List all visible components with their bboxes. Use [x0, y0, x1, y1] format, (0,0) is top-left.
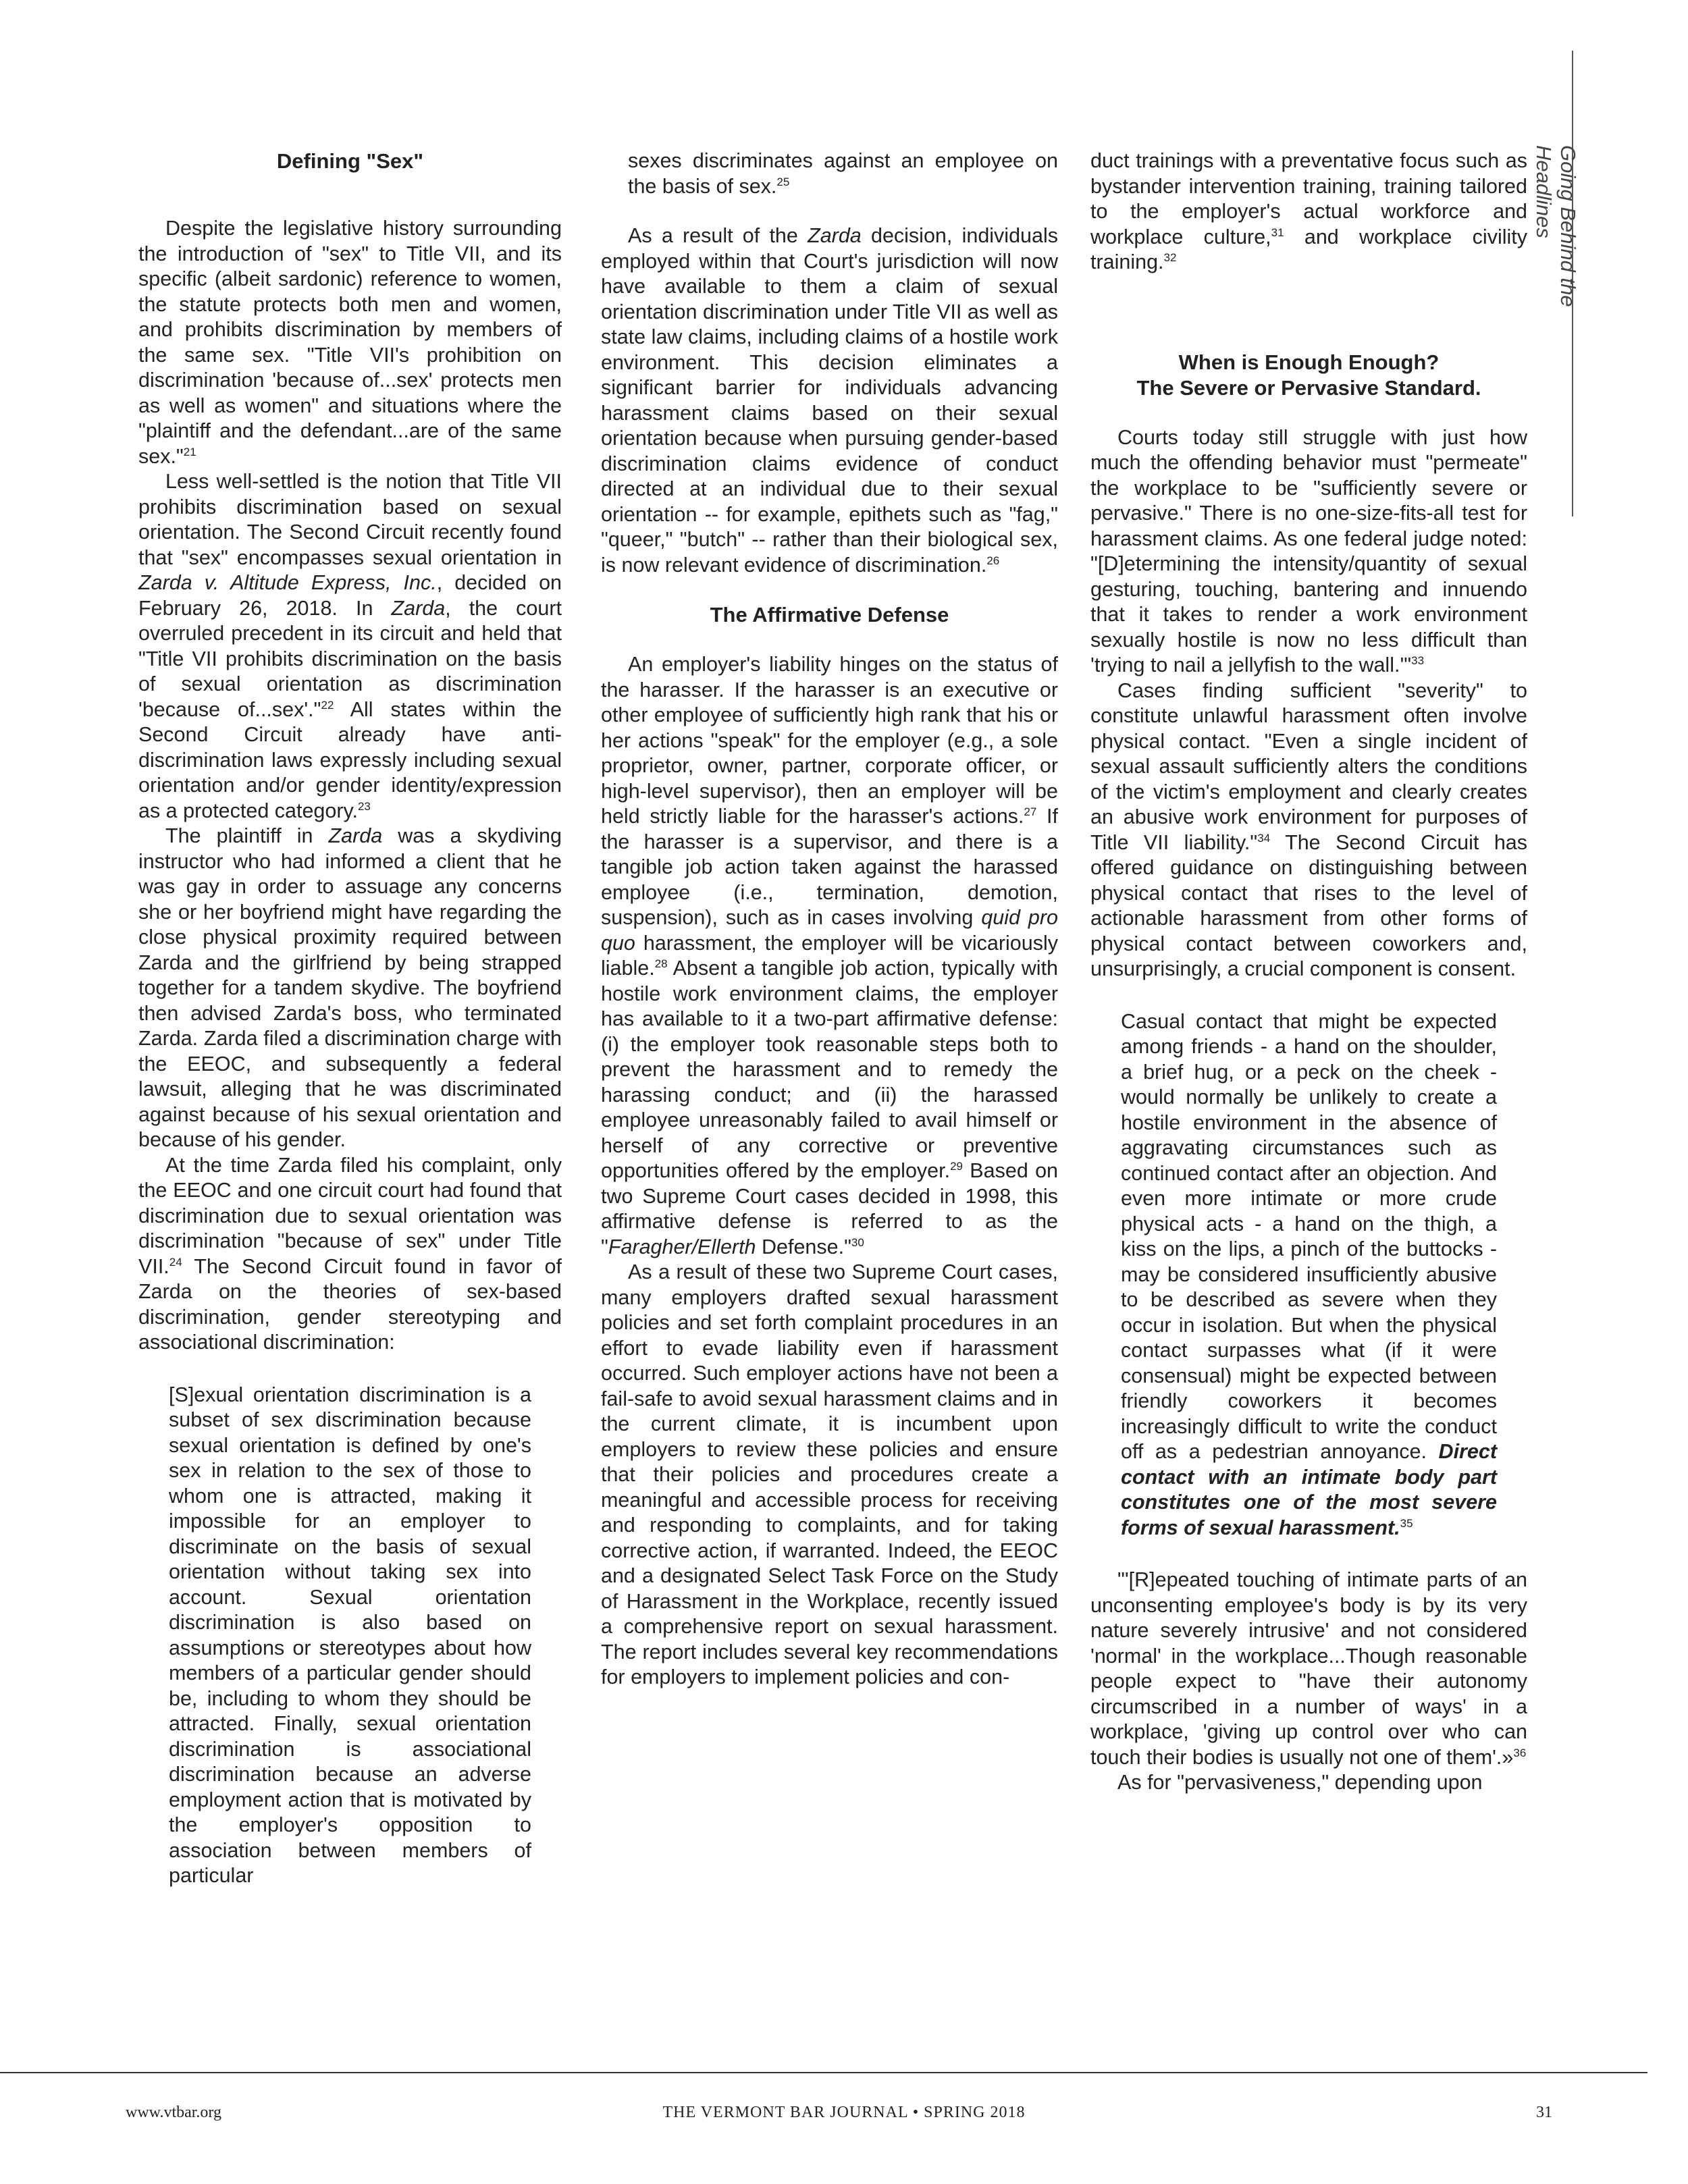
text: An employer's liability hinges on the status of the harasser. If the harasser is an executive or other employee of sufficiently high rank that his or her actions "speak" for the employer (e.g., a sole proprietor, owner, partner, corporate officer, or high-level supervisor), then an employer will be held strictly liable for the harasser's actions. — [601, 653, 1058, 828]
text: All states within the Second Circuit already have anti-discrimination laws expressly including sexual orientation and/or gender identity/expression as a protected category. — [138, 697, 562, 822]
footer-website: www.vtbar.org — [126, 2104, 221, 2121]
footnote-ref: 25 — [776, 175, 790, 188]
case-name: Faragher/Ellerth — [608, 1235, 756, 1258]
italic-term: quid pro quo — [601, 906, 1058, 955]
heading-defining-sex: Defining "Sex" — [276, 149, 424, 173]
footer-rule — [0, 2072, 1647, 2073]
footnote-ref: 35 — [1400, 1516, 1413, 1530]
heading-line: When is Enough Enough? — [1178, 350, 1440, 374]
text: As a result of the — [628, 224, 808, 247]
paragraph — [138, 824, 562, 1153]
text: If the harasser is a supervisor, and there is a tangible job action taken against the harassed employee (i.e., termination, demotion, suspension), such as in cases involving — [601, 805, 1058, 929]
block-quote — [1121, 1009, 1497, 1541]
text: Cases finding sufficient "severity" to constitute unlawful harassment often involve physical contact. "Even a single incident of sexual assault sufficiently alters the conditions of the victim's employment and clearly creates an abusive work environment for purposes of Title VII liability." — [1090, 678, 1527, 854]
footnote-ref: 23 — [357, 799, 371, 813]
heading-line: The Severe or Pervasive Standard. — [1136, 375, 1481, 400]
footer-journal-title: THE VERMONT BAR JOURNAL • SPRING 2018 — [662, 2104, 1026, 2121]
text: , the court overruled precedent in its circuit and held that "Title VII prohibits discrimination on the basis of sexual orientation as discrimination 'because of...sex'." — [138, 596, 562, 721]
text: At the time Zarda filed his complaint, only the EEOC and one circuit court had found that discrimination due to sexual orientation was discrimination "because of sex" under Title VII. — [138, 1153, 562, 1278]
footnote-ref: 27 — [1024, 805, 1037, 818]
paragraph — [1090, 425, 1527, 678]
paragraph: As a result of these two Supreme Court cases, many employers drafted sexual harassment policies and set forth complaint procedures in an effort to evade liability even if harassment occurred. Such employer actions have not been a fail-safe to avoid sexual harassment claims and in the current climate, it is incumbent upon employers to review these policies and ensure that their policies and procedures create a meaningful and accessible process for receiving and responding to complaints, and for taking corrective action, if warranted. Indeed, the EEOC and a designated Select Task Force on the Study of Harassment in the Workplace, recently issued a comprehensive report on sexual harassment. The report includes several key recommendations for employers to implement policies and con- — [601, 1260, 1058, 1688]
quote-text — [1121, 1009, 1497, 1541]
paragraph — [138, 1153, 562, 1356]
footnote-ref: 29 — [950, 1159, 963, 1173]
paragraph — [138, 216, 562, 469]
column-2 — [601, 149, 1058, 1690]
text: Despite the legislative history surrounding the introduction of "sex" to Title VII, and its specific (albeit sardonic) reference to women, the statute protects both men and women, and prohibits discrimination by members of the same sex. "Title VII's prohibition on discrimination 'because of...sex' protects men as well as women" and situations where the "plaintiff and the defendant...are of the same sex." — [138, 217, 562, 468]
paragraph — [1090, 1568, 1527, 1770]
footnote-ref: 21 — [183, 445, 196, 458]
paragraph — [601, 223, 1058, 578]
paragraph — [601, 149, 1058, 199]
running-head — [1531, 145, 1579, 395]
case-name: Zarda v. Altitude Express, Inc. — [138, 571, 437, 594]
text: The plaintiff in — [165, 824, 329, 847]
footnote-ref: 31 — [1271, 225, 1284, 239]
footnote-ref: 30 — [851, 1235, 864, 1249]
footnote-ref: 22 — [321, 698, 334, 712]
column-1 — [138, 149, 562, 1889]
case-name: Zarda — [391, 596, 446, 620]
text: The Second Circuit found in favor of Zarda on the theories of sex-based discrimination, gender stereotyping and associational discrimination: — [138, 1254, 562, 1354]
text: harassment, the employer will be vicariously liable. — [601, 931, 1058, 980]
text: Less well-settled is the notion that Title VII prohibits discrimination based on sexual orientation. The Second Circuit recently found that "sex" encompasses sexual orientation in — [138, 470, 562, 569]
emphasis-text: Direct contact with an intimate body part constitutes one of the most severe forms of sexual harassment. — [1121, 1440, 1497, 1539]
text: Based on two Supreme Court cases decided in 1998, this affirmative defense is referred to as the " — [601, 1159, 1058, 1258]
text: sexes discriminates against an employee on the basis of sex. — [628, 149, 1058, 198]
quote-text: [S]exual orientation discrimination is a subset of sex discrimination because sexual orientation is defined by one's sex in relation to the sex of those to whom one is attracted, making it impossible for an employer to discriminate on the basis of sexual orientation without taking sex into account. Sexual orientation discrimination is also based on assumptions or stereotypes about how members of a particular gender should be, including to whom they should be attracted. Finally, sexual orientation discrimination is associational discrimination because an adverse employment action that is motivated by the employer's opposition to association between members of particular — [169, 1383, 531, 1887]
text: Defense." — [756, 1235, 851, 1258]
paragraph: As for "pervasiveness," depending upon — [1117, 1771, 1483, 1794]
footnote-ref: 36 — [1513, 1746, 1527, 1759]
footnote-ref: 24 — [169, 1255, 182, 1269]
text: decision, individuals employed within that Court's jurisdiction will now have available to them a claim of sexual orientation discrimination under Title VII as well as state law claims, including claims of a hostile work environment. This decision eliminates a significant barrier for individuals advancing harassment claims based on their sexual orientation because when pursuing gender-based discrimination claims evidence of conduct directed at an individual due to their sexual orientation -- for example, epithets such as "fag," "queer," "butch" -- rather than their biological sex, is now relevant evidence of discrimination. — [601, 224, 1058, 577]
footnote-ref: 32 — [1163, 250, 1177, 264]
case-name: Zarda — [808, 224, 862, 247]
case-name: Zarda — [328, 824, 383, 847]
footnote-ref: 34 — [1257, 831, 1271, 845]
heading-affirmative-defense: The Affirmative Defense — [710, 603, 949, 627]
text: Courts today still struggle with just how much the offending behavior must "permeate" the workplace to be "sufficiently severe or pervasive." There is no one-size-fits-all test for harassment claims. As one federal judge noted: "[D]etermining the intensity/quantity of sexual gesturing, touching, bantering and innuendo that it takes to render a work environment sexually hostile is now no less difficult than 'trying to nail a jellyfish to the wall.'" — [1090, 425, 1527, 676]
paragraph — [1090, 149, 1527, 275]
text: The Second Circuit has offered guidance on distinguishing between physical contact that rises to the level of actionable harassment from other forms of physical contact between coworkers and, unsurprisingly, a crucial component is consent. — [1090, 830, 1527, 980]
section-title-vertical: Going Behind the Headlines — [1532, 145, 1580, 307]
page-number: 31 — [1536, 2104, 1552, 2121]
heading-severe-pervasive — [1090, 350, 1527, 401]
paragraph — [1090, 678, 1527, 982]
footnote-ref: 28 — [654, 957, 668, 970]
paragraph — [138, 469, 562, 824]
column-3 — [1090, 149, 1527, 1796]
footnote-ref: 26 — [986, 554, 1000, 567]
block-quote — [169, 1383, 531, 1889]
text: and workplace civility training. — [1090, 225, 1527, 273]
text: was a skydiving instructor who had informed a client that he was gay in order to assuage any concerns she or her boyfriend might have regarding the close physical proximity required between Zarda and the girlfriend by being strapped together for a tandem skydive. The boyfriend then advised Zarda's boss, who terminated Zarda. Zarda filed a discrimination charge with the EEOC, and subsequently a federal lawsuit, alleging that he was discriminated against because of his sexual orientation and because of his gender. — [138, 824, 562, 1151]
paragraph — [601, 652, 1058, 1260]
text: , decided on February 26, 2018. In — [138, 571, 562, 620]
text: Absent a tangible job action, typically with hostile work environment claims, the employer has available to it a two-part affirmative defense: (i) the employer took reasonable steps both to prevent the harassment and to remedy the harassing conduct; and (ii) the harassed employee unreasonably failed to avail himself or herself of any corrective or preventive opportunities offered by the employer. — [601, 957, 1058, 1182]
text: duct trainings with a preventative focus such as bystander intervention training, training tailored to the employer's actual workforce and workplace culture, — [1090, 149, 1527, 248]
text: "'[R]epeated touching of intimate parts of an unconsenting employee's body is by its very nature severely intrusive' and not considered 'normal' in the workplace...Though reasonable people expect to "have their autonomy circumscribed in a number of ways' in a workplace, 'giving up control over who can touch their bodies is usually not one of them'.» — [1090, 1568, 1527, 1769]
footnote-ref: 33 — [1411, 654, 1425, 667]
text: Casual contact that might be expected among friends - a hand on the shoulder, a brief hug, or a peck on the cheek - would normally be unlikely to create a hostile environment in the absence of aggravating circumstances such as continued contact after an objection. And even more intimate or more crude physical acts - a hand on the thigh, a kiss on the lips, a pinch of the buttocks - may be considered insufficiently abusive to be described as severe when they occur in isolation. But when the physical contact surpasses what (if it were consensual) might be expected between friendly coworkers it becomes increasingly difficult to write the conduct off as a pedestrian annoyance. — [1121, 1009, 1497, 1463]
